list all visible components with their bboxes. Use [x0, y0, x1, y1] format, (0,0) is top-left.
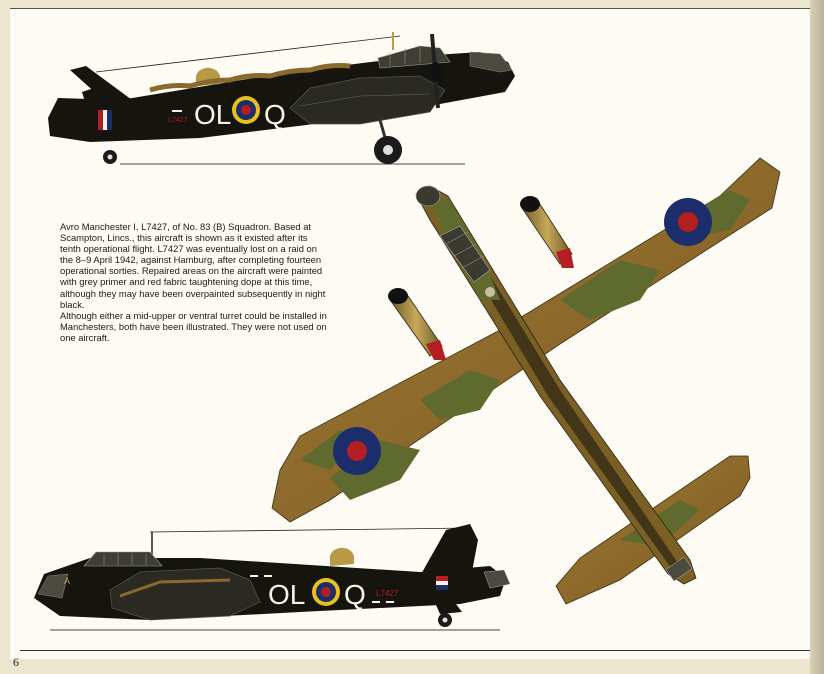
- fin-letter: A: [64, 576, 71, 586]
- aircraft-letter-top: Q: [264, 99, 286, 130]
- aircraft-letter-bottom: Q: [344, 579, 366, 610]
- mid-upper-turret-bottom: [330, 548, 354, 566]
- serial-top: L7427: [168, 117, 188, 124]
- caption-paragraph-2: Although either a mid-upper or ventral turret could be installed in Manchesters, both have been illustrated. They were not used on one aircraft.: [60, 309, 327, 343]
- nose-turret-plan: [416, 186, 440, 206]
- squadron-code-left-top: OL: [194, 99, 232, 130]
- caption-paragraph-1: Avro Manchester I, L7427, of No. 83 (B) Squadron. Based at Scampton, Lincs., this aircraft is shown as it existed after its tenth operational flight. L7427 was eventually lost on a raid on the 8–9 April 1942, against Hamburg, after completing fourteen operational sorties. Repaired areas on the aircraft were painted with grey primer and red fabric taughtening dope at this time, although they may have been overpainted subsequently in night black.: [60, 221, 326, 310]
- serial-bottom: L7427: [376, 589, 399, 598]
- caption: [60, 221, 328, 343]
- plan-view: [272, 158, 780, 604]
- bottom-side-view: [34, 524, 510, 630]
- aerial-wire-bottom: [150, 528, 470, 532]
- spinner-left: [388, 288, 408, 304]
- top-side-view: [48, 32, 515, 164]
- page-number: 6: [13, 655, 19, 669]
- spinner-right: [520, 196, 540, 212]
- squadron-code-left-bottom: OL: [268, 579, 306, 610]
- cockpit-canopy-bottom: [84, 552, 162, 566]
